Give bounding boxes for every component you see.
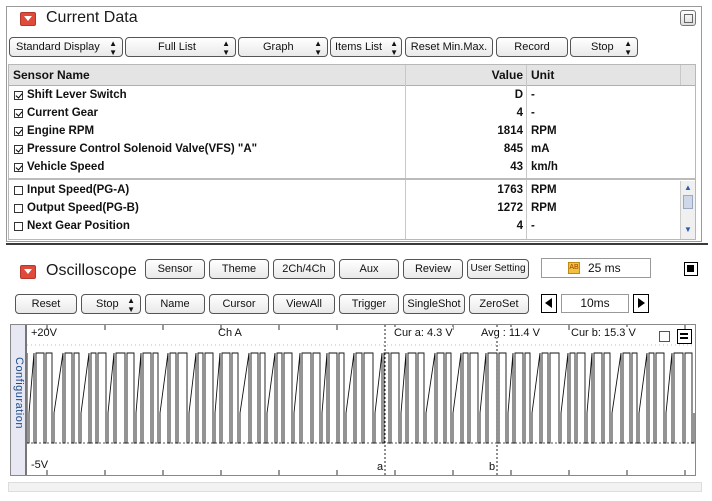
table-row[interactable] bbox=[9, 182, 679, 200]
row-checkbox[interactable] bbox=[14, 109, 23, 118]
record-button[interactable]: Record bbox=[496, 37, 568, 57]
name-button[interactable]: Name bbox=[145, 294, 205, 314]
sensor-table bbox=[8, 64, 696, 240]
time-increase-icon[interactable] bbox=[633, 294, 649, 313]
select-arrows-icon: ▲ ▼ bbox=[314, 39, 322, 57]
sensor-name: Vehicle Speed bbox=[27, 161, 105, 173]
max-voltage-label: +20V bbox=[31, 327, 57, 339]
trigger-button[interactable]: Trigger bbox=[339, 294, 399, 314]
table-row[interactable] bbox=[9, 123, 679, 141]
sensor-value: 43 bbox=[510, 161, 523, 173]
sensor-name: Input Speed(PG-A) bbox=[27, 184, 130, 196]
menu-icon[interactable] bbox=[677, 329, 692, 344]
scroll-thumb[interactable] bbox=[683, 195, 693, 209]
sensor-value: 1763 bbox=[497, 184, 523, 196]
sensor-name: Next Gear Position bbox=[27, 220, 130, 232]
sensor-unit: - bbox=[531, 107, 535, 119]
cursor-a-marker: a bbox=[377, 461, 384, 473]
sensor-name: Shift Lever Switch bbox=[27, 89, 127, 101]
sensor-name: Pressure Control Solenoid Valve(VFS) "A" bbox=[27, 143, 258, 155]
scope-stop-label: Stop bbox=[96, 298, 119, 310]
sensor-value: D bbox=[514, 89, 523, 101]
average-readout: Avg : 11.4 V bbox=[481, 327, 540, 339]
min-voltage-label: -5V bbox=[31, 459, 49, 471]
table-row[interactable] bbox=[9, 200, 679, 218]
cursor-b-readout: Cur b: 15.3 V bbox=[571, 327, 636, 339]
select-arrows-icon: ▲ ▼ bbox=[127, 296, 135, 314]
sensor-unit: km/h bbox=[531, 161, 558, 173]
time-div-field[interactable] bbox=[561, 294, 629, 313]
stop-select[interactable] bbox=[570, 37, 638, 57]
stop-record-icon[interactable] bbox=[684, 262, 698, 276]
oscilloscope-screen[interactable] bbox=[10, 324, 696, 476]
sensor-unit: mA bbox=[531, 143, 550, 155]
sensor-name: Current Gear bbox=[27, 107, 98, 119]
sensor-value: 4 bbox=[516, 220, 523, 232]
configuration-tab[interactable] bbox=[11, 325, 27, 475]
collapse-current-data-icon[interactable] bbox=[20, 12, 36, 26]
cursor-a-readout: Cur a: 4.3 V bbox=[394, 327, 453, 339]
single-shot-button[interactable]: SingleShot bbox=[403, 294, 465, 314]
graph-label: Graph bbox=[263, 41, 294, 53]
table-row[interactable] bbox=[9, 105, 679, 123]
waveform-trace bbox=[27, 353, 694, 443]
maximize-icon[interactable] bbox=[680, 10, 696, 26]
theme-button[interactable]: Theme bbox=[209, 259, 269, 279]
sensor-unit: RPM bbox=[531, 125, 557, 137]
zero-set-button[interactable]: ZeroSet bbox=[469, 294, 529, 314]
standard-display-label: Standard Display bbox=[16, 41, 100, 53]
select-arrows-icon: ▲ ▼ bbox=[222, 39, 230, 57]
sensor-unit: - bbox=[531, 89, 535, 101]
select-arrows-icon: ▲ ▼ bbox=[109, 39, 117, 57]
sensor-name: Engine RPM bbox=[27, 125, 95, 137]
table-header bbox=[9, 65, 695, 86]
current-data-title: Current Data bbox=[46, 9, 138, 26]
sensor-unit: RPM bbox=[531, 202, 557, 214]
header-value: Value bbox=[491, 68, 523, 82]
reset-button[interactable]: Reset bbox=[15, 294, 77, 314]
view-all-button[interactable]: ViewAll bbox=[273, 294, 335, 314]
panel-splitter[interactable] bbox=[6, 243, 708, 245]
standard-display-select[interactable] bbox=[9, 37, 123, 57]
aux-button[interactable]: Aux bbox=[339, 259, 399, 279]
horizontal-scrollbar[interactable] bbox=[8, 482, 702, 492]
sensor-value: 1814 bbox=[497, 125, 523, 137]
time-display bbox=[541, 258, 651, 278]
sensor-value: 4 bbox=[516, 107, 523, 119]
select-arrows-icon: ▲ ▼ bbox=[624, 39, 632, 57]
scope-stop-select[interactable] bbox=[81, 294, 141, 314]
graph-select[interactable] bbox=[238, 37, 328, 57]
waveform-plot bbox=[27, 325, 695, 475]
stop-label: Stop bbox=[591, 41, 614, 53]
table-scrollbar[interactable] bbox=[680, 181, 695, 239]
time-display-value: 25 ms bbox=[588, 261, 621, 275]
row-checkbox[interactable] bbox=[14, 186, 23, 195]
oscilloscope-title: Oscilloscope bbox=[46, 262, 137, 279]
sensor-unit: - bbox=[531, 220, 535, 232]
review-button[interactable]: Review bbox=[403, 259, 463, 279]
sensor-name: Output Speed(PG-B) bbox=[27, 202, 139, 214]
user-setting-button[interactable]: User Setting bbox=[467, 259, 529, 279]
row-checkbox[interactable] bbox=[14, 91, 23, 100]
checkbox-icon[interactable] bbox=[659, 331, 670, 342]
collapse-oscilloscope-icon[interactable] bbox=[20, 265, 36, 279]
header-sensor-name: Sensor Name bbox=[13, 68, 90, 82]
ruler-icon: AB bbox=[568, 262, 580, 274]
sensor-button[interactable]: Sensor bbox=[145, 259, 205, 279]
time-div-value: 10ms bbox=[580, 296, 610, 310]
channel-mode-button[interactable]: 2Ch/4Ch bbox=[273, 259, 335, 279]
table-row[interactable] bbox=[9, 141, 679, 159]
cursor-button[interactable]: Cursor bbox=[209, 294, 269, 314]
full-list-select[interactable] bbox=[125, 37, 236, 57]
table-row[interactable] bbox=[9, 159, 679, 177]
scroll-down-icon[interactable]: ▼ bbox=[684, 225, 692, 234]
table-row[interactable] bbox=[9, 218, 679, 236]
row-checkbox[interactable] bbox=[14, 222, 23, 231]
configuration-tab-label: Configuration bbox=[13, 357, 25, 429]
table-row[interactable] bbox=[9, 87, 679, 105]
row-checkbox[interactable] bbox=[14, 127, 23, 136]
sensor-unit: RPM bbox=[531, 184, 557, 196]
row-checkbox[interactable] bbox=[14, 163, 23, 172]
reset-min-max-button[interactable]: Reset Min.Max. bbox=[405, 37, 493, 57]
header-unit: Unit bbox=[531, 68, 555, 82]
cursor-b-marker: b bbox=[489, 461, 496, 473]
scroll-up-icon[interactable]: ▲ bbox=[684, 183, 692, 192]
row-checkbox[interactable] bbox=[14, 145, 23, 154]
time-decrease-icon[interactable] bbox=[541, 294, 557, 313]
row-checkbox[interactable] bbox=[14, 204, 23, 213]
items-list-select[interactable] bbox=[330, 37, 402, 57]
column-divider bbox=[680, 65, 681, 85]
sensor-value: 1272 bbox=[497, 202, 523, 214]
full-list-label: Full List bbox=[158, 41, 196, 53]
select-arrows-icon: ▲ ▼ bbox=[390, 39, 398, 57]
sensor-value: 845 bbox=[503, 143, 523, 155]
items-list-label: Items List bbox=[335, 41, 383, 53]
pinned-section-divider bbox=[9, 178, 695, 180]
channel-label: Ch A bbox=[218, 327, 242, 339]
